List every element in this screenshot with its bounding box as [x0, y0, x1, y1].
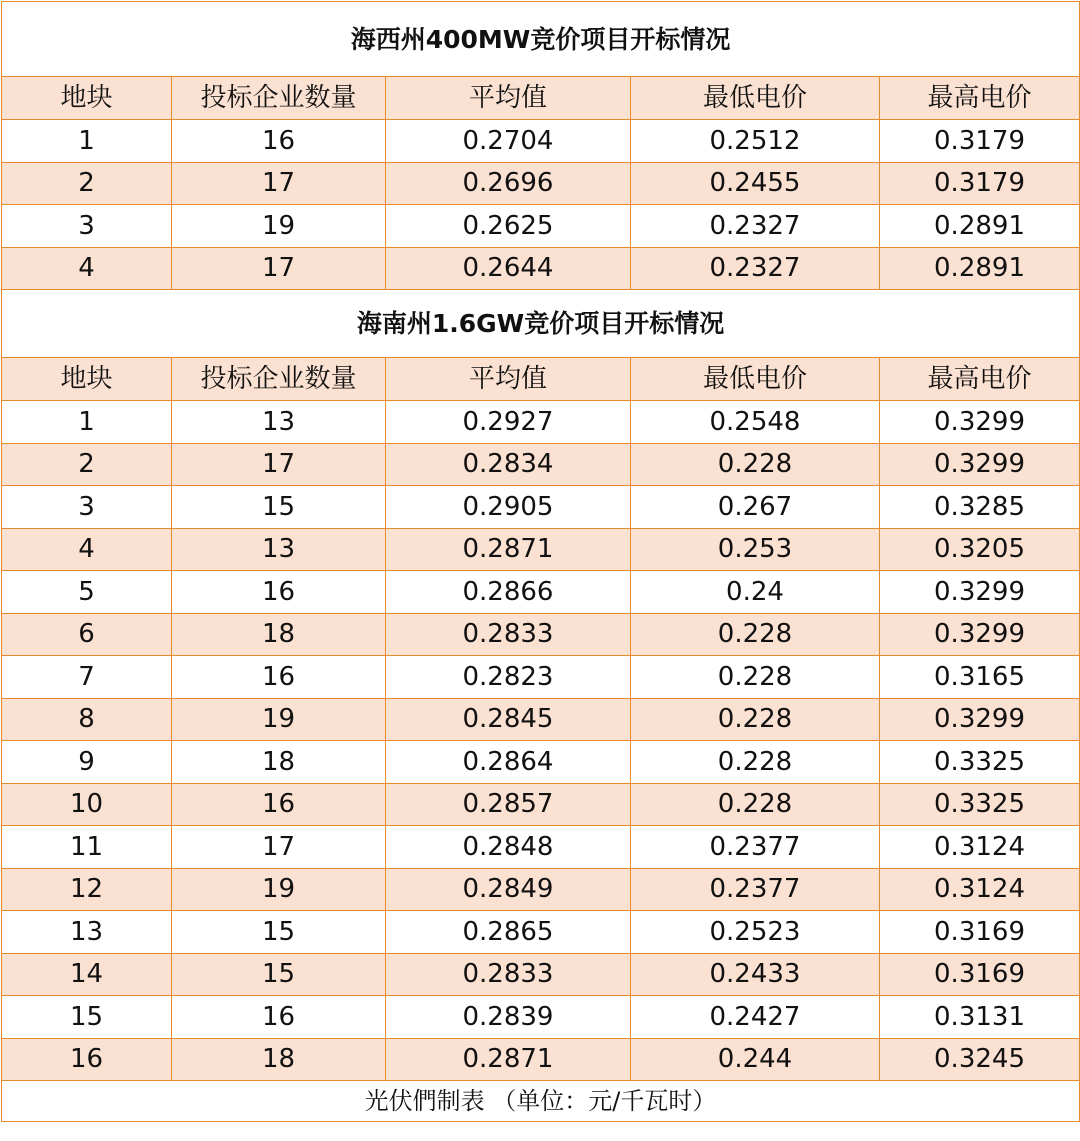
cell-bidder-count: 17: [172, 162, 386, 205]
cell-bidder-count: 15: [172, 486, 386, 529]
cell-plot: 10: [2, 783, 172, 826]
table-row: [2, 826, 1080, 869]
cell-lowest-price: 0.228: [631, 698, 880, 741]
cell-highest-price: 0.2891: [880, 205, 1080, 248]
bid-results-sheet: [0, 1, 1080, 1141]
table-row: [2, 401, 1080, 444]
cell-highest-price: 0.3165: [880, 656, 1080, 699]
cell-bidder-count: 17: [172, 247, 386, 290]
cell-average: 0.2644: [386, 247, 631, 290]
cell-average: 0.2704: [386, 120, 631, 163]
cell-lowest-price: 0.228: [631, 613, 880, 656]
cell-average: 0.2857: [386, 783, 631, 826]
cell-plot: 1: [2, 120, 172, 163]
cell-highest-price: 0.2891: [880, 247, 1080, 290]
cell-bidder-count: 19: [172, 698, 386, 741]
cell-highest-price: 0.3124: [880, 826, 1080, 869]
table-row: [2, 656, 1080, 699]
cell-average: 0.2625: [386, 205, 631, 248]
cell-bidder-count: 16: [172, 571, 386, 614]
cell-plot: 16: [2, 1038, 172, 1081]
cell-bidder-count: 16: [172, 996, 386, 1039]
table-row: [2, 247, 1080, 290]
cell-average: 0.2865: [386, 911, 631, 954]
column-header-bidder-count: 投标企业数量: [172, 358, 386, 401]
cell-plot: 3: [2, 205, 172, 248]
cell-plot: 12: [2, 868, 172, 911]
cell-lowest-price: 0.2377: [631, 868, 880, 911]
cell-plot: 9: [2, 741, 172, 784]
cell-plot: 13: [2, 911, 172, 954]
cell-lowest-price: 0.2327: [631, 247, 880, 290]
table-body: [2, 2, 1080, 1122]
cell-highest-price: 0.3179: [880, 120, 1080, 163]
cell-bidder-count: 13: [172, 528, 386, 571]
cell-plot: 4: [2, 247, 172, 290]
cell-highest-price: 0.3299: [880, 571, 1080, 614]
cell-average: 0.2866: [386, 571, 631, 614]
cell-highest-price: 0.3325: [880, 783, 1080, 826]
cell-lowest-price: 0.228: [631, 783, 880, 826]
cell-lowest-price: 0.2523: [631, 911, 880, 954]
table-row: [2, 486, 1080, 529]
cell-highest-price: 0.3245: [880, 1038, 1080, 1081]
cell-average: 0.2823: [386, 656, 631, 699]
cell-average: 0.2927: [386, 401, 631, 444]
cell-average: 0.2871: [386, 1038, 631, 1081]
table-row: [2, 783, 1080, 826]
cell-highest-price: 0.3169: [880, 911, 1080, 954]
section2-header-row: [2, 358, 1080, 401]
column-header-plot: 地块: [2, 358, 172, 401]
cell-plot: 1: [2, 401, 172, 444]
cell-highest-price: 0.3179: [880, 162, 1080, 205]
cell-average: 0.2864: [386, 741, 631, 784]
cell-bidder-count: 19: [172, 868, 386, 911]
cell-highest-price: 0.3131: [880, 996, 1080, 1039]
cell-average: 0.2833: [386, 953, 631, 996]
table-row: [2, 1038, 1080, 1081]
cell-plot: 11: [2, 826, 172, 869]
cell-lowest-price: 0.253: [631, 528, 880, 571]
cell-lowest-price: 0.267: [631, 486, 880, 529]
section2-title-row: [2, 290, 1080, 358]
cell-average: 0.2848: [386, 826, 631, 869]
cell-highest-price: 0.3299: [880, 613, 1080, 656]
cell-highest-price: 0.3299: [880, 443, 1080, 486]
table-row: [2, 698, 1080, 741]
table-row: [2, 613, 1080, 656]
cell-lowest-price: 0.2377: [631, 826, 880, 869]
cell-bidder-count: 17: [172, 826, 386, 869]
bid-results-table: [1, 1, 1080, 1122]
cell-plot: 2: [2, 162, 172, 205]
table-row: [2, 953, 1080, 996]
cell-bidder-count: 18: [172, 741, 386, 784]
cell-lowest-price: 0.2327: [631, 205, 880, 248]
cell-highest-price: 0.3205: [880, 528, 1080, 571]
table-row: [2, 120, 1080, 163]
cell-average: 0.2833: [386, 613, 631, 656]
cell-lowest-price: 0.228: [631, 443, 880, 486]
cell-bidder-count: 15: [172, 953, 386, 996]
footer-row: [2, 1081, 1080, 1122]
cell-lowest-price: 0.228: [631, 741, 880, 784]
table-row: [2, 868, 1080, 911]
cell-bidder-count: 16: [172, 783, 386, 826]
cell-plot: 2: [2, 443, 172, 486]
cell-plot: 8: [2, 698, 172, 741]
cell-highest-price: 0.3299: [880, 698, 1080, 741]
table-row: [2, 162, 1080, 205]
section1-header-row: [2, 77, 1080, 120]
column-header-highest-price: 最高电价: [880, 358, 1080, 401]
cell-bidder-count: 16: [172, 120, 386, 163]
cell-plot: 4: [2, 528, 172, 571]
cell-average: 0.2696: [386, 162, 631, 205]
table-row: [2, 205, 1080, 248]
cell-lowest-price: 0.2512: [631, 120, 880, 163]
cell-lowest-price: 0.228: [631, 656, 880, 699]
section2-title: 海南州1.6GW竞价项目开标情况: [2, 290, 1080, 358]
table-row: [2, 911, 1080, 954]
cell-highest-price: 0.3285: [880, 486, 1080, 529]
column-header-average: 平均值: [386, 77, 631, 120]
cell-highest-price: 0.3299: [880, 401, 1080, 444]
column-header-lowest-price: 最低电价: [631, 77, 880, 120]
column-header-average: 平均值: [386, 358, 631, 401]
cell-average: 0.2839: [386, 996, 631, 1039]
cell-bidder-count: 18: [172, 1038, 386, 1081]
cell-average: 0.2834: [386, 443, 631, 486]
cell-average: 0.2871: [386, 528, 631, 571]
cell-highest-price: 0.3325: [880, 741, 1080, 784]
cell-lowest-price: 0.24: [631, 571, 880, 614]
cell-lowest-price: 0.2433: [631, 953, 880, 996]
cell-lowest-price: 0.2427: [631, 996, 880, 1039]
column-header-lowest-price: 最低电价: [631, 358, 880, 401]
cell-plot: 14: [2, 953, 172, 996]
table-row: [2, 571, 1080, 614]
column-header-highest-price: 最高电价: [880, 77, 1080, 120]
cell-average: 0.2845: [386, 698, 631, 741]
table-footnote: 光伏們制表 （单位：元/千瓦时）: [2, 1081, 1080, 1122]
column-header-bidder-count: 投标企业数量: [172, 77, 386, 120]
cell-bidder-count: 17: [172, 443, 386, 486]
section1-title-row: [2, 2, 1080, 77]
cell-bidder-count: 19: [172, 205, 386, 248]
cell-average: 0.2905: [386, 486, 631, 529]
table-row: [2, 528, 1080, 571]
cell-lowest-price: 0.2455: [631, 162, 880, 205]
cell-plot: 7: [2, 656, 172, 699]
cell-bidder-count: 13: [172, 401, 386, 444]
cell-plot: 5: [2, 571, 172, 614]
cell-bidder-count: 15: [172, 911, 386, 954]
table-row: [2, 741, 1080, 784]
table-row: [2, 996, 1080, 1039]
cell-bidder-count: 18: [172, 613, 386, 656]
section1-title: 海西州400MW竞价项目开标情况: [2, 2, 1080, 77]
cell-lowest-price: 0.244: [631, 1038, 880, 1081]
cell-plot: 15: [2, 996, 172, 1039]
cell-plot: 3: [2, 486, 172, 529]
cell-bidder-count: 16: [172, 656, 386, 699]
table-row: [2, 443, 1080, 486]
cell-plot: 6: [2, 613, 172, 656]
column-header-plot: 地块: [2, 77, 172, 120]
cell-highest-price: 0.3124: [880, 868, 1080, 911]
cell-lowest-price: 0.2548: [631, 401, 880, 444]
cell-highest-price: 0.3169: [880, 953, 1080, 996]
cell-average: 0.2849: [386, 868, 631, 911]
